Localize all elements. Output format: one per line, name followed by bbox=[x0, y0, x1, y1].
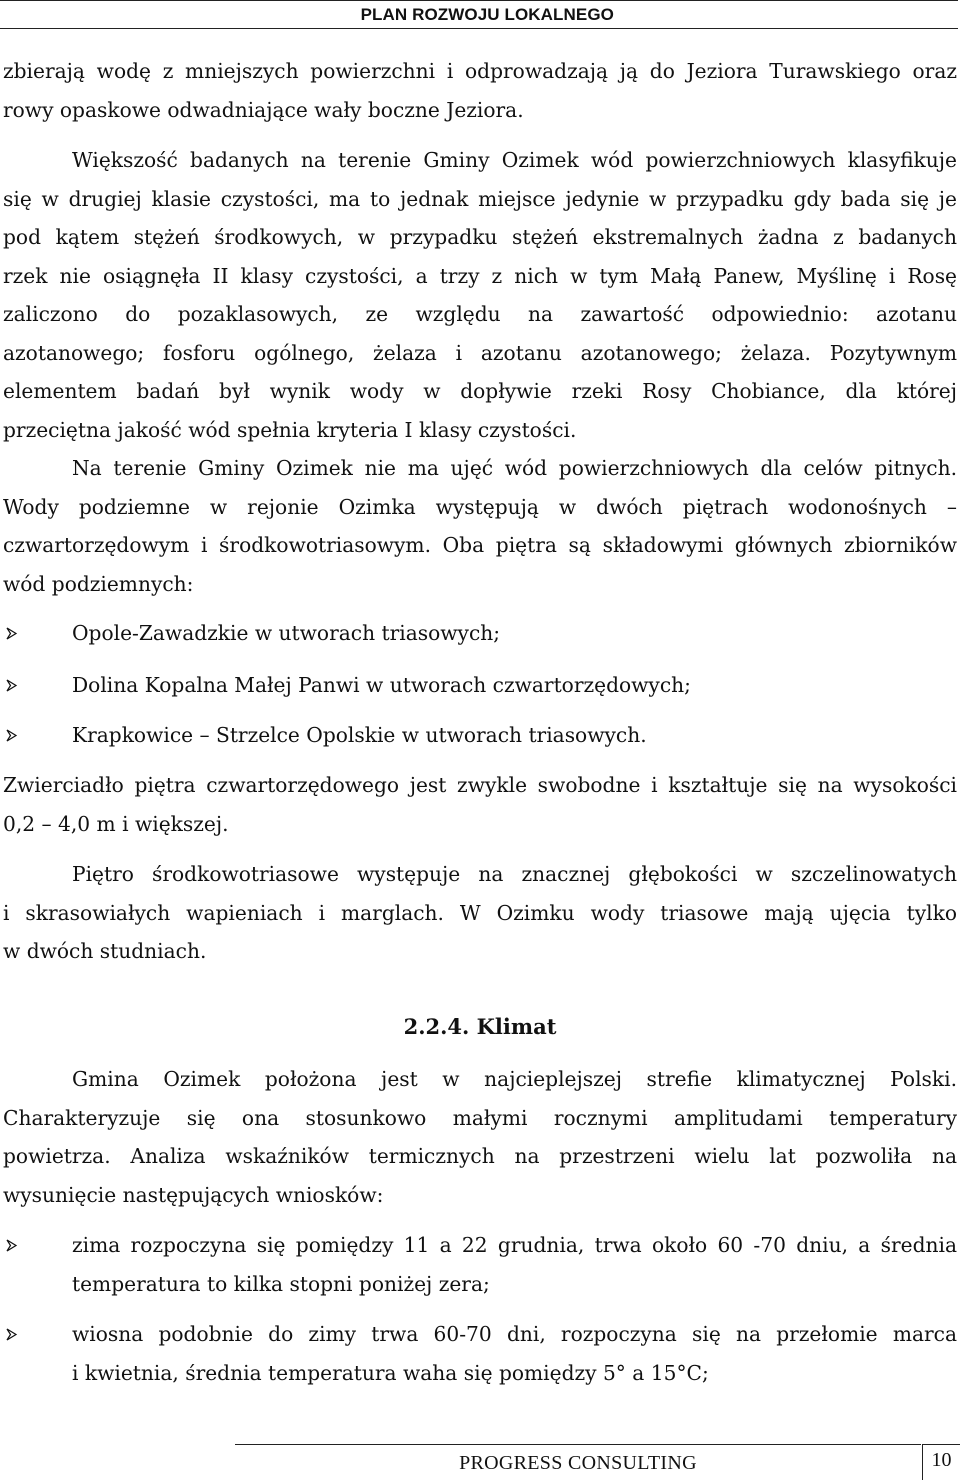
paragraph-2 bbox=[3, 141, 957, 449]
text-line: czwartorzędowym i środkowotriasowym. Oba piętra są składowymi głównych zbiorników bbox=[3, 533, 957, 557]
text-line: Wody podziemne w rejonie Ozimka występują w dwóch piętrach wodonośnych – bbox=[3, 494, 957, 519]
text-line: zbierają wodę z mniejszych powierzchni i odprowadzają ją do Jeziora Turawskiego oraz bbox=[3, 59, 957, 83]
text-line: Na terenie Gminy Ozimek nie ma ujęć wód powierzchniowych dla celów pitnych. bbox=[72, 456, 957, 480]
text-line: temperatura to kilka stopni poniżej zera; bbox=[72, 1271, 490, 1296]
list-item-text: Dolina Kopalna Małej Panwi w utworach czwartorzędowych; bbox=[72, 673, 691, 697]
text-line: Charakteryzuje się ona stosunkowo małymi rocznymi amplitudami temperatury bbox=[3, 1105, 957, 1130]
text-line: przeciętna jakość wód spełnia kryteria I klasy czystości. bbox=[3, 417, 577, 442]
page-number: 10 bbox=[922, 1444, 960, 1480]
text-line: rzek nie osiągnęła II klasy czystości, a trzy z nich w tym Małą Panew, Myślinę i Rosę bbox=[3, 263, 957, 288]
text-line: Gmina Ozimek położona jest w najcieplejszej strefie klimatycznej Polski. bbox=[72, 1067, 957, 1091]
footer-label: PROGRESS CONSULTING bbox=[459, 1452, 697, 1474]
text-line: 0,2 – 4,0 m i większej. bbox=[3, 811, 229, 836]
paragraph-1 bbox=[3, 52, 957, 129]
footer-box bbox=[235, 1444, 921, 1480]
text-line: w dwóch studniach. bbox=[3, 939, 207, 963]
arrowhead-bullet-icon bbox=[3, 614, 19, 653]
arrowhead-bullet-icon bbox=[3, 1315, 19, 1354]
text-line: zaliczono do pozaklasowych, ze względu na zawartość odpowiednio: azotanu bbox=[3, 302, 957, 326]
arrowhead-bullet-icon bbox=[3, 666, 19, 705]
page-header bbox=[0, 0, 958, 29]
section-heading: 2.2.4. Klimat bbox=[403, 1014, 557, 1039]
text-line: elementem badań był wynik wody w dopływie rzeki Rosy Chobiance, dla której bbox=[3, 379, 957, 403]
text-line: się w drugiej klasie czystości, ma to jednak miejsce jedynie w przypadku gdy bada się je bbox=[3, 186, 957, 211]
text-line: wód podziemnych: bbox=[3, 571, 194, 596]
text-line: Piętro środkowotriasowe występuje na znacznej głębokości w szczelinowatych bbox=[72, 862, 957, 886]
text-line: powietrza. Analiza wskaźników termicznych na przestrzeni wielu lat pozwoliła na bbox=[3, 1144, 957, 1168]
text-line: i skrasowiałych wapieniach i marglach. W Ozimku wody triasowe mają ujęcia tylko bbox=[3, 900, 957, 925]
arrowhead-bullet-icon bbox=[3, 1226, 19, 1265]
text-line: Zwierciadło piętra czwartorzędowego jest zwykle swobodne i kształtuje się na wysokości bbox=[3, 773, 957, 797]
text-line: zima rozpoczyna się pomiędzy 11 a 22 grudnia, trwa około 60 -70 dniu, a średnia bbox=[72, 1233, 957, 1257]
list-item-text: Opole-Zawadzkie w utworach triasowych; bbox=[72, 621, 501, 645]
paragraph-4 bbox=[3, 766, 957, 843]
paragraph-5 bbox=[3, 855, 957, 971]
text-line: i kwietnia, średnia temperatura waha się pomiędzy 5° a 15°C; bbox=[72, 1360, 709, 1385]
arrowhead-bullet-icon bbox=[3, 716, 19, 755]
header-title: PLAN ROZWOJU LOKALNEGO bbox=[360, 5, 614, 24]
text-line: wiosna podobnie do zimy trwa 60-70 dni, rozpoczyna się na przełomie marca bbox=[72, 1322, 957, 1346]
text-line: rowy opaskowe odwadniające wały boczne Jeziora. bbox=[3, 97, 524, 122]
text-line: Większość badanych na terenie Gminy Ozimek wód powierzchniowych klasyfikuje bbox=[72, 148, 957, 172]
list-item-text bbox=[72, 1226, 957, 1303]
page-footer bbox=[0, 1444, 960, 1482]
list-item-text: Krapkowice – Strzelce Opolskie w utworach triasowych. bbox=[72, 723, 647, 747]
paragraph-6 bbox=[3, 1060, 957, 1214]
list-item-text bbox=[72, 1315, 957, 1392]
paragraph-3 bbox=[3, 449, 957, 603]
text-line: wysunięcie następujących wniosków: bbox=[3, 1182, 384, 1207]
text-line: pod kątem stężeń środkowych, w przypadku stężeń ekstremalnych żadna z badanych bbox=[3, 225, 957, 249]
text-line: azotanowego; fosforu ogólnego, żelaza i azotanu azotanowego; żelaza. Pozytywnym bbox=[3, 340, 957, 365]
